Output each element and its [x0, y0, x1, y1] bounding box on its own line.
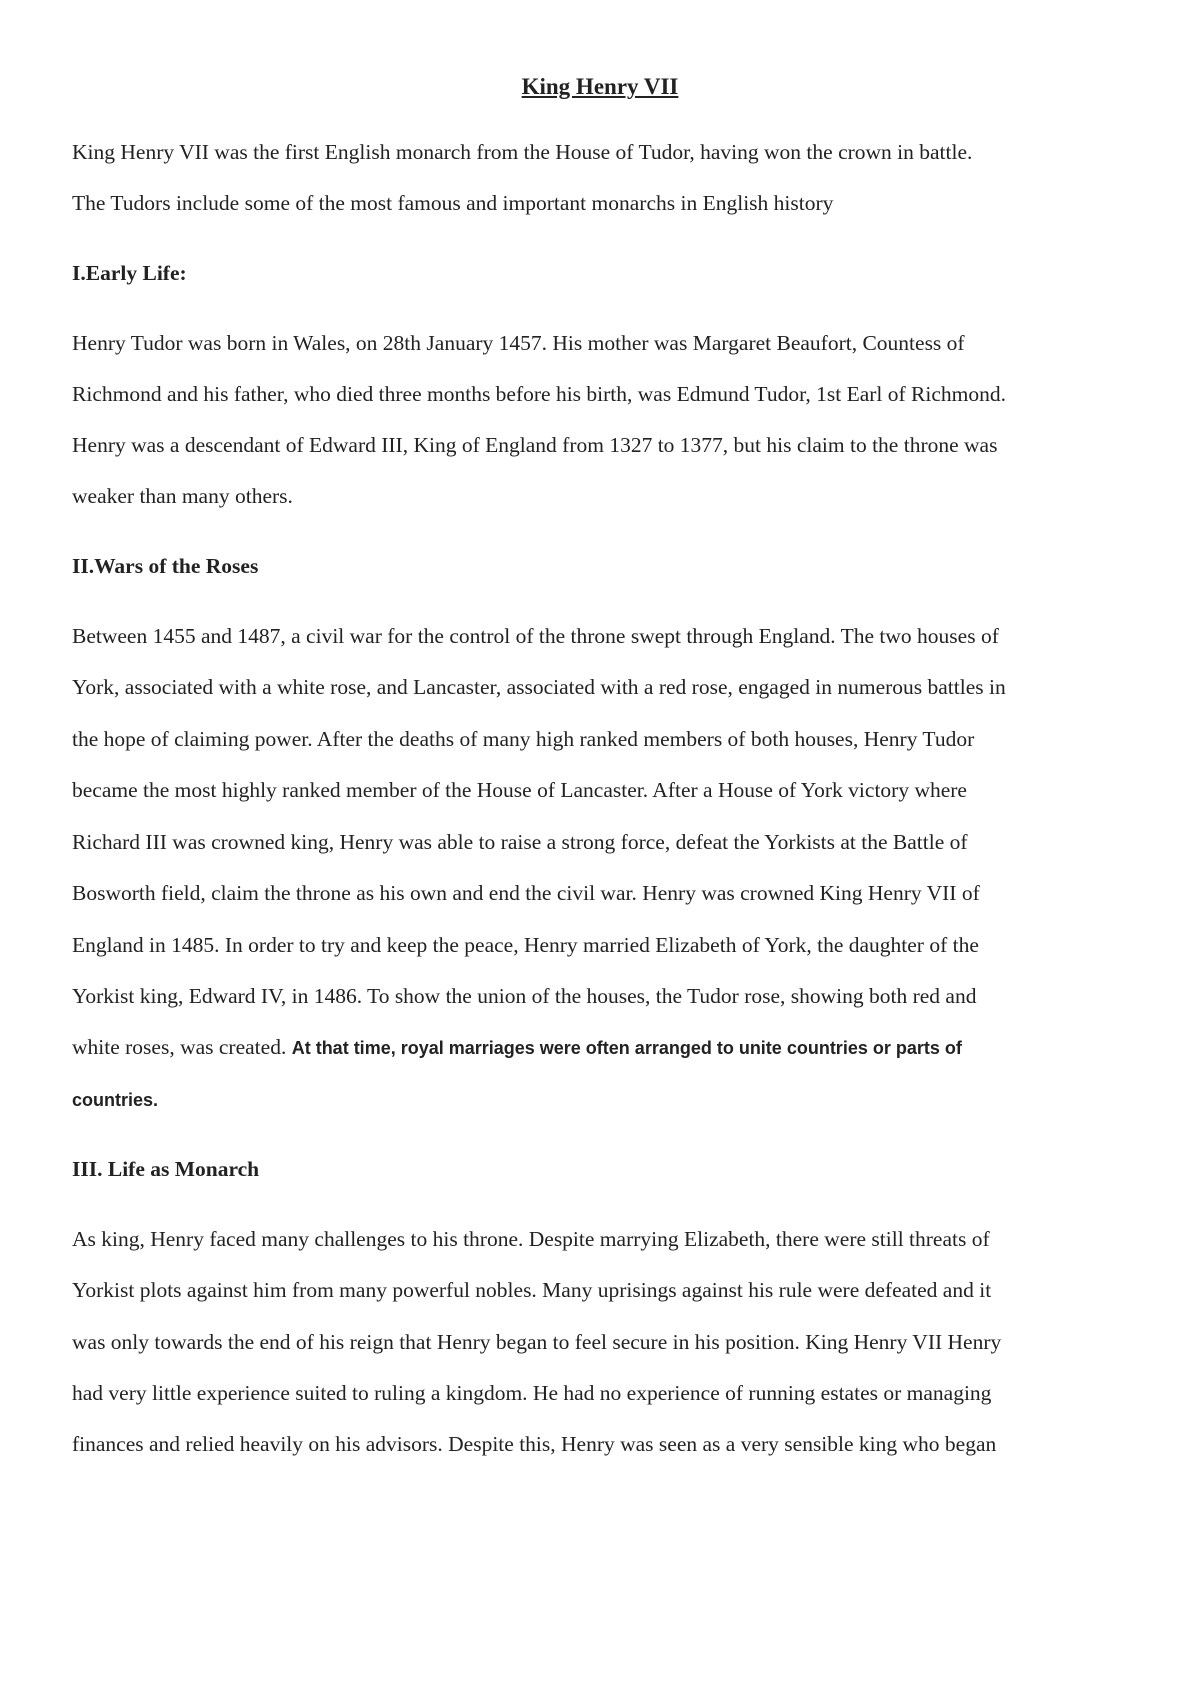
paragraph-sans-fragment: At that time, royal marriages were often arranged to unite countries or parts of: [291, 1038, 962, 1058]
paragraph-line: had very little experience suited to ruling a kingdom. He had no experience of running estates or managing: [72, 1381, 992, 1405]
section-heading-early-life: I.Early Life:: [72, 261, 187, 285]
intro-line: King Henry VII was the first English monarch from the House of Tudor, having won the crown in battle.: [72, 140, 973, 164]
paragraph-line: Yorkist king, Edward IV, in 1486. To show the union of the houses, the Tudor rose, showing both red and: [72, 984, 977, 1008]
paragraph-serif-fragment: white roses, was created.: [72, 1035, 292, 1059]
paragraph-line: the hope of claiming power. After the deaths of many high ranked members of both houses, Henry Tudor: [72, 727, 975, 751]
paragraph-line: Between 1455 and 1487, a civil war for the control of the throne swept through England. The two houses of: [72, 624, 999, 648]
paragraph-line: As king, Henry faced many challenges to his throne. Despite marrying Elizabeth, there were still threats of: [72, 1227, 990, 1251]
paragraph-sans-fragment: countries.: [72, 1090, 159, 1110]
paragraph-line: England in 1485. In order to try and keep the peace, Henry married Elizabeth of York, the daughter of the: [72, 933, 979, 957]
paragraph-line: Richmond and his father, who died three months before his birth, was Edmund Tudor, 1st Earl of Richmond.: [72, 382, 1007, 406]
paragraph-line: was only towards the end of his reign that Henry began to feel secure in his position. King Henry VII Henry: [72, 1330, 1002, 1354]
paragraph-line: finances and relied heavily on his advisors. Despite this, Henry was seen as a very sensible king who began: [72, 1432, 997, 1456]
paragraph-line: Henry Tudor was born in Wales, on 28th January 1457. His mother was Margaret Beaufort, Countess of: [72, 331, 965, 355]
section-heading-life-as-monarch: III. Life as Monarch: [72, 1157, 260, 1181]
section-heading-wars-of-the-roses: II.Wars of the Roses: [72, 554, 259, 578]
paragraph-line: Bosworth field, claim the throne as his own and end the civil war. Henry was crowned King Henry VII of: [72, 881, 980, 905]
paragraph-line: Henry was a descendant of Edward III, King of England from 1327 to 1377, but his claim to the throne was: [72, 433, 998, 457]
paragraph-line: weaker than many others.: [72, 484, 293, 508]
paragraph-line-mixed: [72, 1032, 1152, 1063]
intro-line: The Tudors include some of the most famous and important monarchs in English history: [72, 191, 834, 215]
paragraph-line: Richard III was crowned king, Henry was able to raise a strong force, defeat the Yorkists at the Battle of: [72, 830, 968, 854]
paragraph-line-sans: [72, 1084, 1152, 1115]
document-title: King Henry VII: [521, 74, 679, 99]
paragraph-line: York, associated with a white rose, and Lancaster, associated with a red rose, engaged in numerous battles in: [72, 675, 1006, 699]
paragraph-line: Yorkist plots against him from many powerful nobles. Many uprisings against his rule were defeated and it: [72, 1278, 992, 1302]
paragraph-line: became the most highly ranked member of the House of Lancaster. After a House of York victory where: [72, 778, 967, 802]
